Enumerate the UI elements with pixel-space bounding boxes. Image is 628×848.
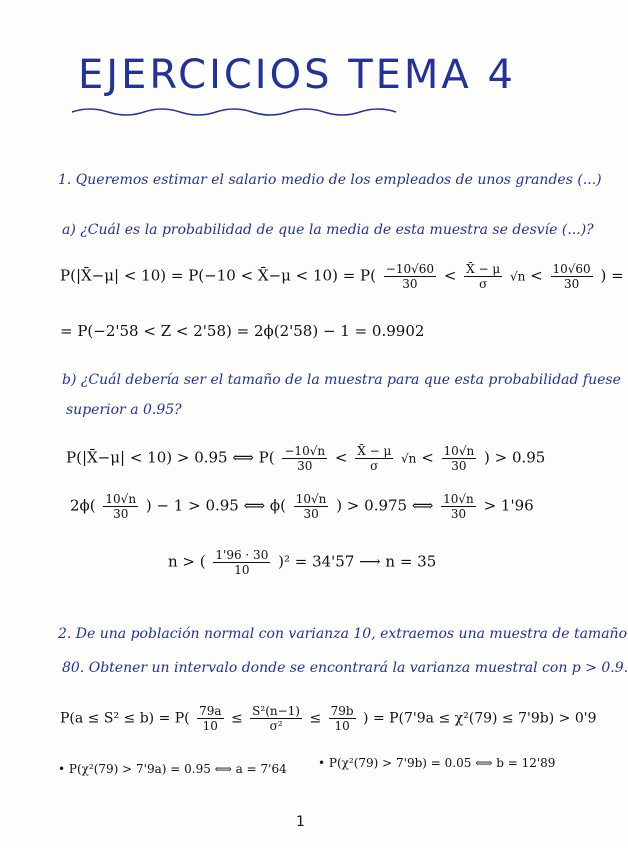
ex1-equation-3 (66, 444, 545, 473)
eq1-frac2 (464, 262, 502, 291)
ex2-eq1-le1: ≤ (230, 710, 243, 727)
eq3-frac2-num: X̄ − μ (357, 444, 392, 458)
eq4-frac1-num: 10√n (105, 492, 137, 506)
ex2-result-a: • P(χ²(79) > 7'9a) = 0.95 ⟺ a = 7'64 (58, 762, 287, 776)
eq3-frac1 (282, 444, 327, 473)
ex1-equation-4 (70, 492, 534, 521)
eq5-frac-num: 1'96 · 30 (215, 548, 269, 562)
eq4-frac1 (103, 492, 138, 521)
eq5-end: )² = 34'57 ⟶ n = 35 (278, 552, 437, 571)
eq4-frac3-den: 30 (450, 507, 467, 521)
ex2-eq1-frac3-den: 10 (334, 719, 350, 733)
eq4-frac2-den: 30 (303, 507, 319, 521)
eq3-frac3 (442, 444, 477, 473)
eq3-lhs: P(|X̄−μ| < 10) > 0.95 ⟺ P( (66, 448, 275, 467)
eq5-frac (213, 548, 270, 577)
eq4-frac3-num: 10√n (443, 492, 474, 506)
eq1-frac3 (551, 262, 593, 291)
eq3-lt1: < (334, 448, 348, 467)
eq1-lhs: P(|X̄−μ| < 10) = P(−10 < X̄−μ < 10) = P( (60, 266, 376, 285)
eq3-frac1-num: −10√n (284, 444, 326, 458)
eq3-frac1-den: 30 (297, 459, 313, 473)
eq3-frac3-num: 10√n (443, 444, 475, 458)
ex2-eq1-frac3-num: 79b (330, 704, 354, 718)
ex2-eq1-frac3 (329, 704, 356, 733)
ex2-eq1-frac1-num: 79a (199, 704, 222, 718)
eq3-frac2-den: σ (370, 459, 379, 473)
eq3-sqrt: √n (401, 451, 417, 466)
ex2-eq1-frac1-den: 10 (202, 719, 218, 733)
ex1-question-b-line1: b) ¿Cuál debería ser el tamaño de la muestra para que esta probabilidad fuese (62, 372, 621, 388)
ex1-question-a: a) ¿Cuál es la probabilidad de que la media de esta muestra se desvíe (...)? (62, 222, 594, 238)
ex2-eq1-frac2-num: S²(n−1) (252, 704, 300, 718)
eq4-end: > 1'96 (483, 496, 534, 515)
page-title: EJERCICIOS TEMA 4 (78, 52, 516, 98)
eq1-frac1-num: −10√60 (385, 262, 435, 276)
eq4-frac2 (294, 492, 329, 521)
eq3-frac3-den: 30 (451, 459, 467, 473)
eq1-frac3-num: 10√60 (552, 262, 591, 276)
ex1-statement: 1. Queremos estimar el salario medio de los empleados de unos grandes (...) (58, 172, 602, 188)
eq4-pre: 2ϕ( (70, 496, 96, 515)
page-number: 1 (296, 814, 305, 830)
eq4-frac1-den: 30 (113, 507, 129, 521)
eq5-frac-den: 10 (234, 563, 250, 577)
eq4-mid: ) − 1 > 0.95 ⟺ ϕ( (145, 496, 286, 515)
title-underline (70, 104, 410, 120)
eq4-mid2: ) > 0.975 ⟺ (336, 496, 434, 515)
eq3-frac2 (355, 444, 393, 473)
ex2-eq1-frac1 (197, 704, 223, 733)
eq3-end: ) > 0.95 (483, 448, 546, 467)
eq4-frac3 (441, 492, 476, 521)
ex1-equation-5 (168, 548, 436, 577)
ex2-equation-1 (60, 704, 597, 733)
eq5-pre: n > ( (168, 552, 206, 571)
ex2-result-b: • P(χ²(79) > 7'9b) = 0.05 ⟺ b = 12'89 (318, 756, 556, 770)
ex2-eq1-frac2 (250, 704, 302, 733)
eq4-frac2-num: 10√n (295, 492, 327, 506)
eq1-sqrt: √n (509, 269, 526, 284)
ex2-eq1-le2: ≤ (309, 710, 322, 727)
ex1-equation-2: = P(−2'58 < Z < 2'58) = 2ϕ(2'58) − 1 = 0.9902 (60, 322, 425, 340)
eq1-frac1 (384, 262, 436, 291)
eq1-frac1-den: 30 (402, 277, 418, 291)
ex1-equation-1 (60, 262, 624, 291)
eq1-frac2-den: σ (479, 277, 488, 291)
eq1-frac2-num: X̄ − μ (466, 262, 501, 276)
eq3-lt2: < (421, 448, 434, 467)
eq1-lt1: < (443, 266, 457, 285)
ex2-eq1-lhs: P(a ≤ S² ≤ b) = P( (60, 710, 190, 727)
ex2-statement-line1: 2. De una población normal con varianza 10, extraemos una muestra de tamaño (58, 626, 628, 642)
eq1-lt2: < (530, 266, 543, 285)
ex2-statement-line2: 80. Obtener un intervalo donde se encontrará la varianza muestral con p > 0.9. (62, 660, 628, 676)
ex1-question-b-line2: superior a 0.95? (66, 402, 182, 418)
eq1-end: ) = (600, 266, 624, 285)
ex2-eq1-frac2-den: σ² (269, 719, 283, 733)
eq1-frac3-den: 30 (563, 277, 580, 291)
ex2-eq1-end: ) = P(7'9a ≤ χ²(79) ≤ 7'9b) > 0'9 (363, 710, 597, 727)
